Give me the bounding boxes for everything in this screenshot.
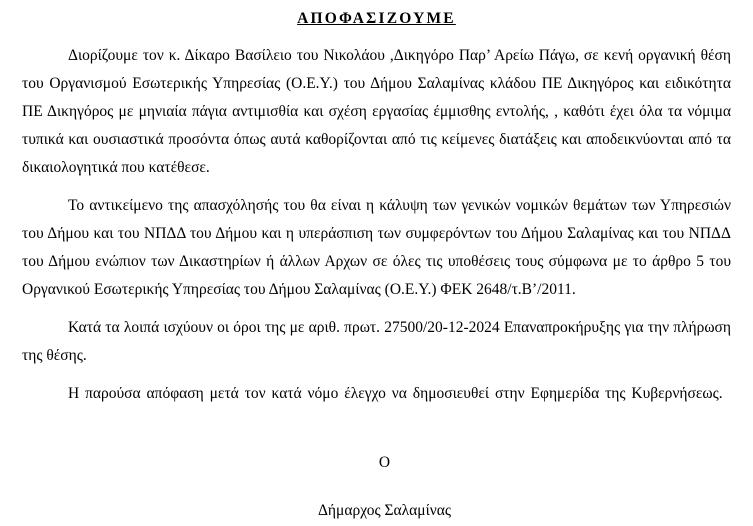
- signature-block: [22, 448, 731, 526]
- signature-title: Δήμαρχος Σαλαμίνας: [317, 502, 452, 519]
- paragraph-1: Διορίζουμε τον κ. Δίκαρο Βασίλειο του Νικολάου ,Δικηγόρο Παρ’ Αρείω Πάγω, σε κενή οργανική θέση του Οργανισμού Εσωτερικής Υπηρεσίας (Ο.Ε.Υ.) του Δήμου Σαλαμίνας κλάδου ΠΕ Δικηγόρος και ειδικότητα ΠΕ Δικηγόρος με μηνιαία πάγια αντιμισθία και σχέση εργασίας έμμισθης εντολής, , καθότι έχει όλα τα νόμιμα τυπικά και ουσιαστικά προσόντα όπως αυτά καθορίζονται από τις κείμενες διατάξεις και αποδεικνύονται από τα δικαιολογητικά που κατέθεσε.: [22, 47, 731, 176]
- signature-role-prefix: Ο: [378, 454, 391, 471]
- paragraph-2: Το αντικείμενο της απασχόλησής του θα είναι η κάλυψη των γενικών νομικών θεμάτων των Υπηρεσιών του Δήμου και του ΝΠΔΔ του Δήμου και η υπεράσπιση των συμφερόντων του Δήμου Σαλαμίνας και του ΝΠΔΔ του Δήμου ενώπιον των Δικαστηρίων ή άλλων Αρχων σε όλες τις υποθέσεις τους σύμφωνα με το άρθρο 5 του Οργανικού Εσωτερικής Υπηρεσίας του Δήμου Σαλαμίνας (Ο.Ε.Υ.) ΦΕΚ 2648/τ.Β’/2011.: [22, 197, 731, 298]
- paragraph-3: Κατά τα λοιπά ισχύουν οι όροι της με αριθ. πρωτ. 27500/20-12-2024 Επαναπροκήρυξης για την πλήρωση της θέσης.: [22, 319, 731, 364]
- paragraph-4: Η παρούσα απόφαση μετά τον κατά νόμο έλεγχο να δημοσιευθεί στην Εφημερίδα της Κυβερνήσεως.: [68, 385, 723, 402]
- page-title: ΑΠΟΦΑΣΙΖΟΥΜΕ: [297, 10, 456, 27]
